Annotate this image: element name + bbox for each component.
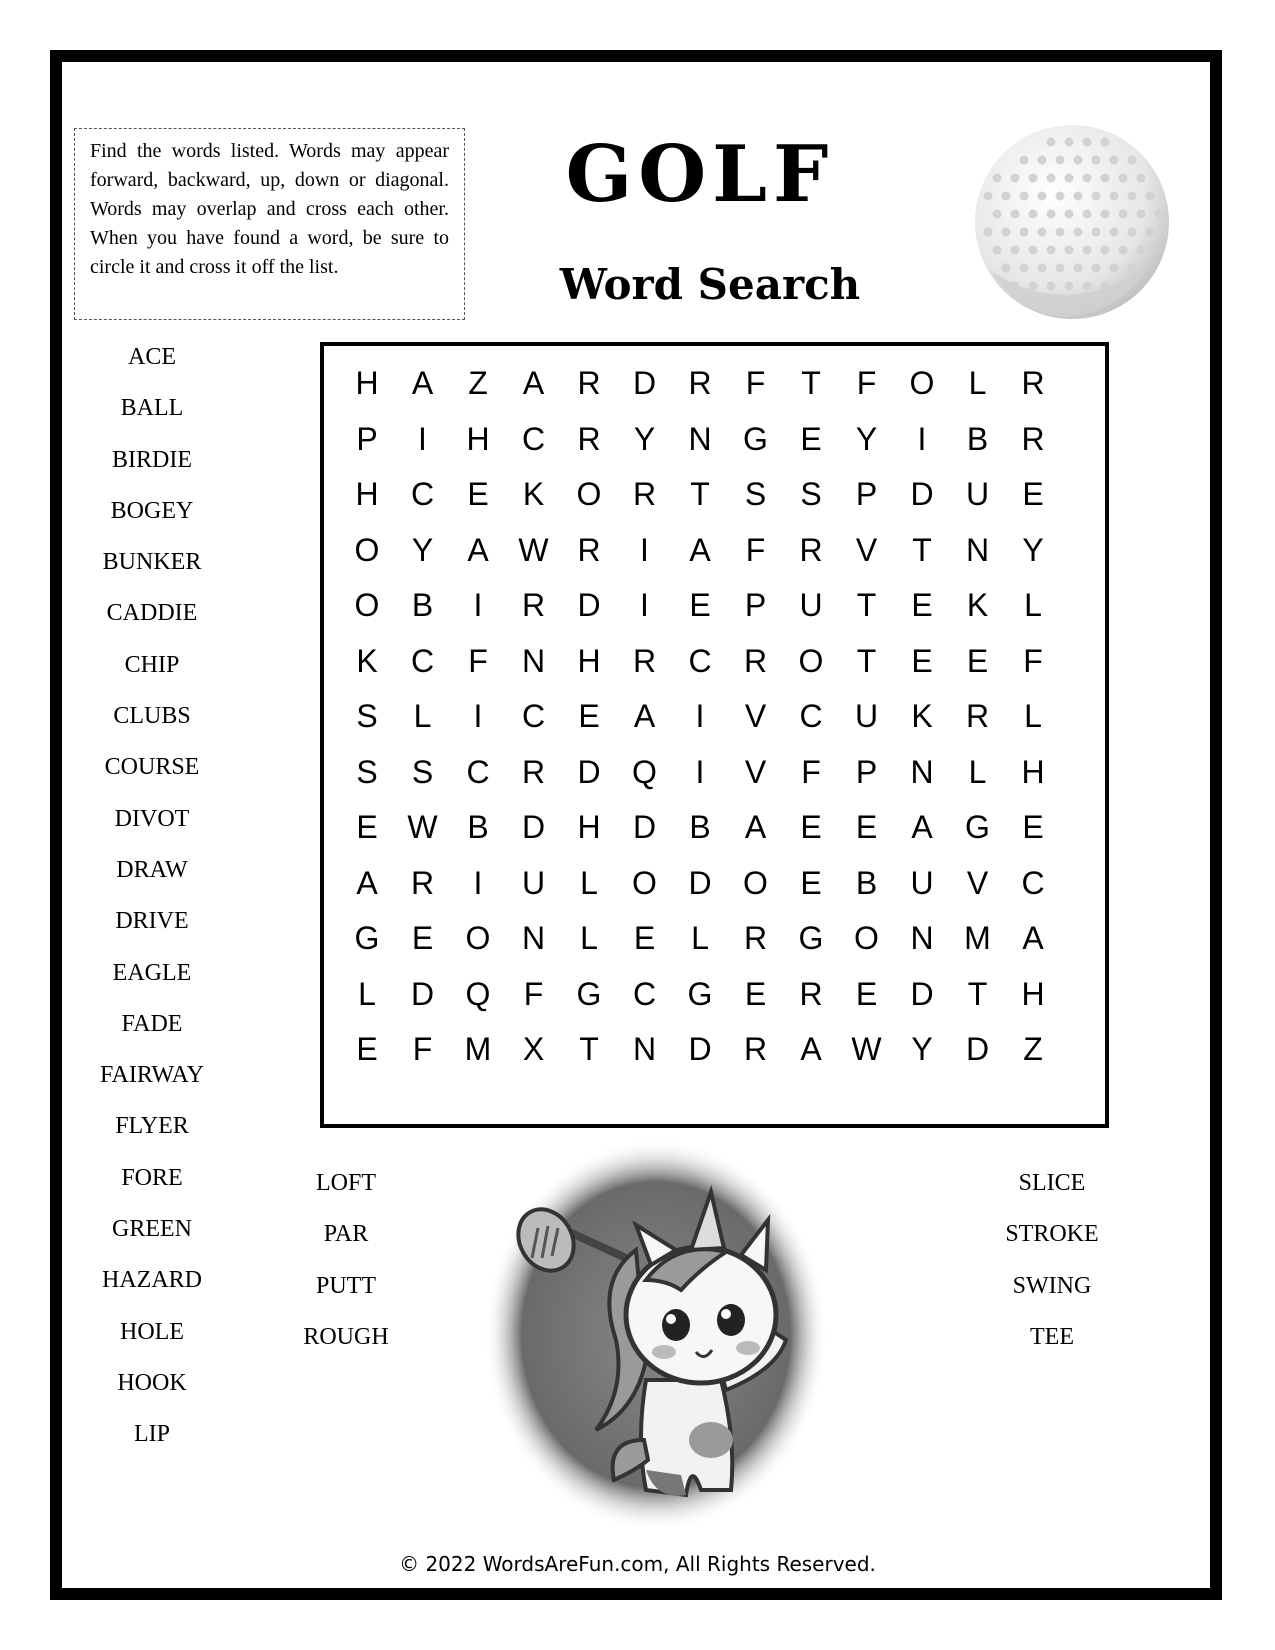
word-list-item: FADE: [121, 1010, 183, 1037]
word-list-item: DRIVE: [115, 908, 189, 935]
grid-letter[interactable]: P: [744, 587, 767, 623]
grid-letter[interactable]: F: [468, 642, 488, 679]
grid-letter[interactable]: E: [911, 587, 933, 623]
grid-letter[interactable]: V: [744, 698, 767, 734]
grid-letter[interactable]: P: [855, 476, 878, 512]
word-list-item: PUTT: [316, 1272, 376, 1299]
grid-letter[interactable]: R: [577, 531, 601, 568]
grid-letter[interactable]: X: [522, 1031, 545, 1067]
grid-letter[interactable]: V: [966, 864, 989, 901]
grid-letter[interactable]: A: [1022, 920, 1044, 956]
grid-letter[interactable]: R: [688, 365, 712, 401]
word-list-item: CLUBS: [113, 703, 191, 730]
grid-letter[interactable]: M: [464, 1031, 492, 1067]
grid-letter[interactable]: V: [744, 753, 767, 790]
grid-letter[interactable]: D: [521, 809, 546, 845]
grid-letter[interactable]: C: [410, 642, 435, 679]
grid-letter[interactable]: E: [800, 864, 822, 901]
grid-letter[interactable]: A: [633, 698, 656, 734]
word-list-item: STROKE: [1005, 1221, 1099, 1248]
grid-letter[interactable]: H: [355, 365, 379, 401]
grid-letter[interactable]: C: [521, 420, 546, 457]
grid-letter[interactable]: I: [695, 753, 705, 790]
grid-letter[interactable]: B: [411, 587, 434, 623]
instructions-text: Find the words listed. Words may appear forward, backward, up, down or diagonal. Words may overlap and cross each other. When you have found a word, be sure to circle it and cross it off the list.: [90, 140, 449, 278]
grid-letter[interactable]: L: [580, 920, 598, 956]
word-list-middle: [256, 1168, 436, 1373]
grid-letter[interactable]: H: [355, 476, 379, 512]
grid-letter[interactable]: L: [1024, 698, 1042, 734]
grid-letter[interactable]: C: [799, 698, 823, 734]
grid-letter[interactable]: S: [744, 476, 767, 512]
grid-letter[interactable]: A: [467, 531, 489, 568]
grid-letter[interactable]: Y: [411, 531, 434, 568]
grid-letter[interactable]: R: [799, 531, 823, 568]
grid-letter[interactable]: B: [467, 809, 489, 845]
grid-letter[interactable]: H: [1021, 975, 1045, 1012]
grid-letter[interactable]: P: [855, 753, 878, 790]
word-list-item: SWING: [1012, 1272, 1092, 1299]
grid-letter[interactable]: C: [466, 753, 490, 790]
grid-letter[interactable]: D: [910, 476, 934, 512]
grid-letter[interactable]: R: [799, 975, 823, 1012]
grid-letter[interactable]: G: [965, 809, 990, 845]
grid-letter[interactable]: L: [968, 365, 987, 401]
grid-letter[interactable]: O: [909, 365, 935, 401]
word-list-item: CADDIE: [106, 600, 198, 627]
grid-letter[interactable]: I: [917, 420, 927, 457]
grid-letter[interactable]: S: [411, 753, 434, 790]
grid-letter[interactable]: U: [799, 587, 823, 623]
grid-letter[interactable]: K: [522, 476, 545, 512]
grid-letter[interactable]: A: [744, 809, 767, 845]
word-list-item: LOFT: [316, 1170, 376, 1196]
grid-letter[interactable]: E: [1022, 476, 1044, 512]
grid-letter[interactable]: R: [577, 420, 601, 457]
grid-letter[interactable]: C: [632, 975, 657, 1012]
grid-letter[interactable]: R: [743, 1031, 768, 1067]
word-list-item: TEE: [1030, 1323, 1074, 1350]
word-list-item: ACE: [128, 344, 176, 370]
grid-letter[interactable]: C: [688, 642, 712, 679]
grid-letter[interactable]: W: [518, 531, 549, 568]
grid-letter[interactable]: A: [911, 809, 933, 845]
grid-letter[interactable]: R: [743, 642, 768, 679]
grid-letter[interactable]: E: [356, 1031, 378, 1067]
grid-letter[interactable]: A: [356, 864, 378, 901]
word-list-item: BALL: [120, 395, 184, 422]
grid-letter[interactable]: R: [1021, 365, 1045, 401]
word-list-right: [962, 1168, 1142, 1373]
page-subtitle: Word Search: [559, 260, 861, 309]
grid-letter[interactable]: F: [801, 753, 821, 790]
word-list-left: [62, 342, 242, 1471]
grid-letter[interactable]: R: [410, 864, 435, 901]
word-list-item: CHIP: [124, 651, 180, 678]
grid-letter[interactable]: R: [1021, 420, 1045, 457]
grid-letter[interactable]: E: [411, 920, 434, 956]
grid-letter[interactable]: R: [965, 698, 990, 734]
grid-letter[interactable]: K: [356, 642, 378, 679]
grid-letter[interactable]: C: [521, 698, 546, 734]
grid-letter[interactable]: U: [521, 864, 546, 901]
grid-letter[interactable]: Y: [633, 420, 656, 457]
grid-letter[interactable]: E: [800, 809, 822, 845]
grid-letter[interactable]: N: [965, 531, 990, 568]
grid-letter[interactable]: H: [577, 642, 601, 679]
grid-letter[interactable]: W: [851, 1031, 882, 1067]
grid-letter[interactable]: H: [466, 420, 490, 457]
grid-letter[interactable]: E: [744, 975, 767, 1012]
grid-letter[interactable]: T: [856, 587, 877, 623]
word-list-item: LIP: [134, 1421, 170, 1448]
grid-letter[interactable]: F: [412, 1031, 433, 1067]
grid-letter[interactable]: Y: [855, 420, 878, 457]
grid-letter[interactable]: O: [854, 920, 879, 956]
grid-letter[interactable]: D: [688, 864, 712, 901]
grid-letter[interactable]: R: [521, 753, 546, 790]
grid-letter[interactable]: Z: [1023, 1031, 1043, 1067]
grid-letter[interactable]: T: [579, 1031, 599, 1067]
grid-letter[interactable]: E: [855, 975, 878, 1012]
grid-letter[interactable]: E: [911, 642, 933, 679]
grid-letter[interactable]: F: [1023, 642, 1043, 679]
word-list-item: FAIRWAY: [99, 1062, 205, 1089]
grid-letter[interactable]: T: [801, 365, 821, 401]
grid-letter[interactable]: E: [1022, 809, 1044, 845]
word-list-item: EAGLE: [112, 959, 192, 986]
grid-letter[interactable]: L: [691, 920, 709, 956]
grid-letter[interactable]: S: [800, 476, 822, 512]
grid-letter[interactable]: O: [576, 476, 602, 512]
unicorn-golfer-icon: [486, 1140, 826, 1530]
grid-letter[interactable]: D: [632, 809, 657, 845]
grid-letter[interactable]: E: [855, 809, 878, 845]
grid-letter[interactable]: W: [407, 809, 438, 845]
grid-letter[interactable]: F: [856, 365, 877, 401]
grid-letter[interactable]: I: [640, 531, 649, 568]
word-list-item: PAR: [323, 1221, 369, 1248]
grid-letter[interactable]: Q: [465, 975, 491, 1012]
grid-letter[interactable]: A: [411, 365, 434, 401]
grid-letter[interactable]: O: [798, 642, 824, 679]
grid-letter[interactable]: B: [689, 809, 711, 845]
grid-letter[interactable]: G: [576, 975, 602, 1012]
grid-letter[interactable]: L: [413, 698, 432, 734]
grid-letter[interactable]: E: [356, 809, 378, 845]
grid-letter[interactable]: S: [356, 698, 378, 734]
grid-letter[interactable]: B: [855, 864, 878, 901]
grid-letter[interactable]: D: [688, 1031, 712, 1067]
grid-letter[interactable]: K: [911, 698, 933, 734]
grid-letter[interactable]: Y: [911, 1031, 933, 1067]
word-list-item: HOOK: [117, 1369, 187, 1396]
grid-letter[interactable]: I: [695, 698, 705, 734]
letter-grid: [320, 342, 1109, 1128]
grid-letter[interactable]: D: [965, 1031, 990, 1067]
grid-letter[interactable]: C: [1021, 864, 1045, 901]
grid-letter[interactable]: L: [1024, 587, 1042, 623]
grid-letter[interactable]: K: [966, 587, 989, 623]
grid-letter[interactable]: G: [798, 920, 824, 956]
grid-letter[interactable]: E: [578, 698, 600, 734]
grid-letter[interactable]: H: [577, 809, 601, 845]
grid-letter[interactable]: M: [964, 920, 991, 956]
grid-letter[interactable]: I: [473, 864, 483, 901]
grid-letter[interactable]: G: [743, 420, 768, 457]
grid-letter[interactable]: U: [910, 864, 934, 901]
grid-letter[interactable]: G: [687, 975, 713, 1012]
grid-letter[interactable]: D: [577, 587, 601, 623]
grid-letter[interactable]: F: [523, 975, 544, 1012]
grid-letter[interactable]: D: [410, 975, 435, 1012]
word-list-item: COURSE: [104, 754, 200, 781]
grid-letter[interactable]: D: [577, 753, 601, 790]
instructions-box: [74, 128, 465, 320]
word-list-item: FLYER: [115, 1113, 189, 1140]
grid-letter[interactable]: L: [580, 864, 598, 901]
grid-letter[interactable]: E: [689, 587, 711, 623]
grid-letter[interactable]: E: [966, 642, 989, 679]
grid-letter[interactable]: R: [521, 587, 546, 623]
word-list-item: BIRDIE: [112, 446, 192, 473]
word-list-item: BOGEY: [110, 497, 194, 524]
grid-letter[interactable]: O: [743, 864, 768, 901]
grid-letter[interactable]: U: [965, 476, 990, 512]
grid-letter[interactable]: O: [354, 587, 380, 623]
grid-letter[interactable]: I: [640, 587, 649, 623]
grid-letter[interactable]: R: [577, 365, 601, 401]
page-title: GOLF: [565, 129, 835, 220]
grid-letter[interactable]: C: [410, 476, 435, 512]
grid-letter[interactable]: T: [912, 531, 932, 568]
grid-letter[interactable]: G: [354, 920, 380, 956]
grid-letter[interactable]: I: [473, 587, 483, 623]
grid-letter[interactable]: N: [910, 920, 934, 956]
word-list-item: GREEN: [112, 1216, 192, 1243]
grid-letter[interactable]: L: [358, 975, 376, 1012]
grid-letter[interactable]: R: [632, 642, 657, 679]
grid-letter[interactable]: T: [967, 975, 988, 1012]
grid-letter[interactable]: R: [743, 920, 768, 956]
grid-letter[interactable]: Z: [468, 365, 488, 401]
grid-letter[interactable]: D: [632, 365, 657, 401]
grid-letter[interactable]: D: [910, 975, 934, 1012]
word-list-item: HAZARD: [102, 1267, 202, 1294]
word-list-item: ROUGH: [303, 1323, 389, 1350]
grid-letter[interactable]: Q: [632, 753, 657, 790]
grid-letter[interactable]: E: [800, 420, 822, 457]
grid-letter[interactable]: F: [745, 531, 766, 568]
grid-letter[interactable]: N: [688, 420, 712, 457]
grid-letter[interactable]: N: [521, 920, 546, 956]
grid-letter[interactable]: L: [968, 753, 987, 790]
grid-letter[interactable]: H: [1021, 753, 1045, 790]
grid-letter[interactable]: N: [632, 1031, 657, 1067]
grid-letter[interactable]: O: [632, 864, 657, 901]
grid-letter[interactable]: R: [632, 476, 657, 512]
grid-letter[interactable]: B: [966, 420, 989, 457]
grid-letter[interactable]: E: [633, 920, 656, 956]
word-list-item: SLICE: [1018, 1170, 1086, 1196]
grid-letter[interactable]: I: [418, 420, 427, 457]
grid-letter[interactable]: A: [800, 1031, 822, 1067]
grid-letter[interactable]: O: [465, 920, 491, 956]
grid-letter[interactable]: E: [467, 476, 489, 512]
grid-letter[interactable]: A: [522, 365, 545, 401]
grid-letter[interactable]: T: [856, 642, 877, 679]
grid-letter[interactable]: O: [354, 531, 380, 568]
grid-letter[interactable]: U: [854, 698, 879, 734]
word-list-item: HOLE: [120, 1318, 184, 1345]
grid-letter[interactable]: V: [855, 531, 878, 568]
grid-letter[interactable]: I: [473, 698, 483, 734]
grid-letter[interactable]: A: [689, 531, 711, 568]
word-list-item: DIVOT: [114, 805, 190, 832]
grid-letter[interactable]: N: [521, 642, 546, 679]
word-list-item: FORE: [121, 1164, 183, 1191]
copyright-text: © 2022 WordsAreFun.com, All Rights Reserved.: [399, 1552, 876, 1576]
word-list-item: BUNKER: [102, 549, 202, 576]
grid-letter[interactable]: Y: [1022, 531, 1044, 568]
golf-ball-icon: [972, 122, 1172, 322]
grid-letter[interactable]: N: [910, 753, 934, 790]
grid-letter[interactable]: S: [356, 753, 378, 790]
grid-letter[interactable]: P: [356, 420, 378, 457]
grid-letter[interactable]: F: [745, 365, 766, 401]
grid-letter[interactable]: T: [690, 476, 710, 512]
word-list-item: DRAW: [116, 856, 188, 883]
